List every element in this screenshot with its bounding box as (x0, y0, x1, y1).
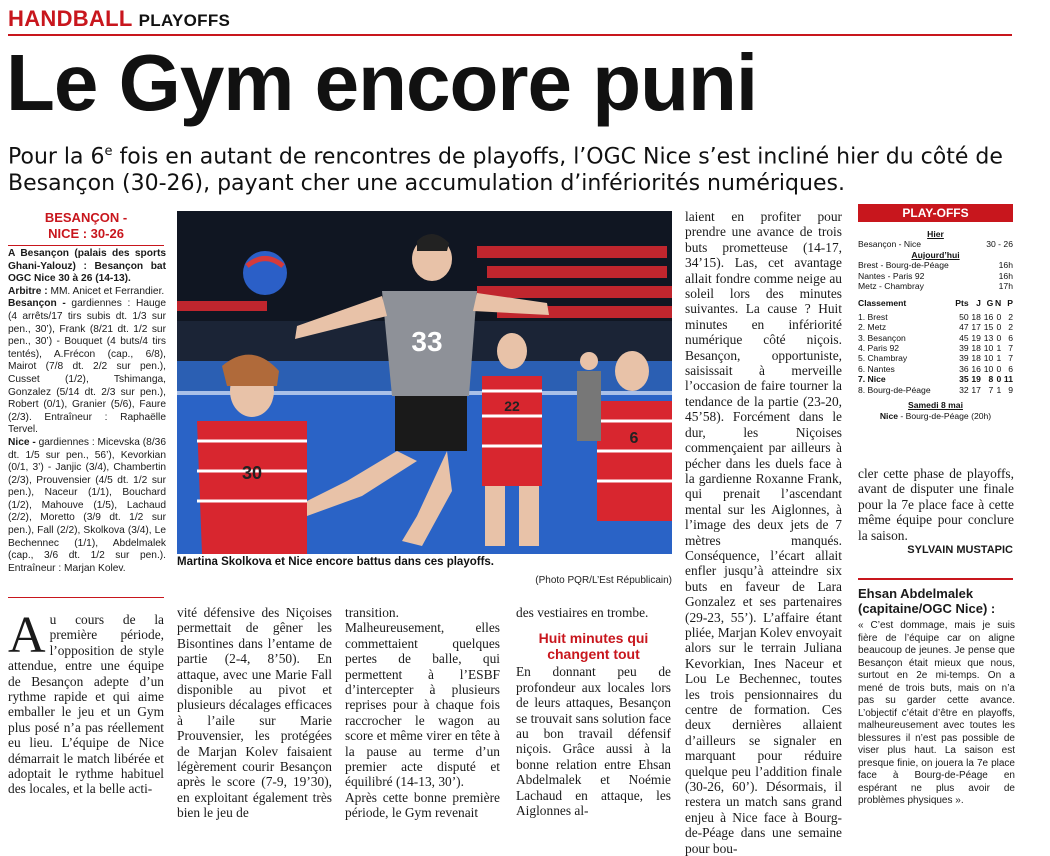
col1-text: u cours de la première période, l’opposition de style attendue, entre une équipe de Besançon adepte d’un rythme rapide et qui aime emballer le jeu et un Gym plus posé n’a pas réellement eu lieu. L’équipe de Nice démarrait le match libérée et adoptait le rythme habituel des locales, et la belle acti- (8, 612, 164, 797)
arbitre-label: Arbitre : (8, 285, 48, 297)
standings-g: 10 (983, 343, 994, 354)
standings-n: 0 (996, 374, 1002, 385)
chapo-sup: e (104, 144, 113, 159)
today-match: Nantes - Paris 92 (858, 270, 925, 281)
scorecard-bottom-rule (8, 597, 164, 598)
col4a-text: des vestiaires en trombe. (516, 605, 649, 620)
jersey-number-left: 30 (241, 463, 263, 483)
today-row (858, 260, 1013, 270)
standings-row (858, 312, 1013, 322)
standings-pts: 50 (959, 311, 969, 322)
besancon-label: Besançon - (8, 298, 66, 310)
article-photo (177, 211, 672, 554)
today-table (858, 260, 1013, 291)
arbitre-text: MM. Anicet et Ferrandier. (47, 285, 165, 297)
today-time: 16h (998, 270, 1013, 281)
next-home: Nice (879, 410, 898, 421)
kicker-sub: PLAYOFFS (138, 11, 231, 30)
standings-team: 3. Besançon (858, 332, 906, 343)
standings-g: 10 (983, 353, 994, 364)
standings-n: 1 (996, 353, 1002, 364)
standings-p: 7 (1008, 353, 1013, 364)
header-pts: Pts (955, 298, 969, 309)
chapo-part1: Pour la 6 (8, 144, 105, 170)
besancon-lineup: gardiennes : Hauge (4 arrêts/17 tirs subis dt. 1/3 sur pen., 30’), Frank (8/21 dt. 1/2 sur pen., 30’) - Bouquet (4 buts/4 tirs tentés), A.Frécon (cap., 6/8), Mairot (7/8 dt. 2/2 sur pen.), Cusset (1/2), Tshimanga, Gonzalez (5/14 dt. 2/3 sur pen.), Robert (0/1), Granier (5/6), Faure (2/3). Entraîneur : Raphaëlle Tervel. (8, 298, 166, 436)
hier-table (858, 239, 1013, 249)
header-n: N (995, 298, 1002, 309)
today-time: 16h (998, 260, 1013, 271)
standings-n: 0 (996, 332, 1002, 343)
standings-j: 17 (971, 384, 981, 395)
scorecard-rule (8, 245, 164, 246)
hier-label: Hier (927, 229, 944, 239)
next-match (858, 411, 1013, 421)
chapo (8, 138, 1018, 197)
scorecard-title-2: NICE : 30-26 (48, 226, 124, 241)
standings-row (858, 333, 1013, 343)
standings-g: 13 (983, 332, 994, 343)
standings-team: 2. Metz (858, 322, 887, 333)
standings-p: 9 (1008, 384, 1013, 395)
standings-pts: 47 (959, 322, 969, 333)
standings-header (858, 298, 1013, 308)
standings-team: 5. Chambray (858, 353, 908, 364)
standings-row (858, 322, 1013, 332)
standings-team: 7. Nice (858, 374, 886, 385)
scorecard-box (8, 248, 166, 575)
standings-g: 16 (983, 311, 994, 322)
col4-text: En donnant peu de profondeur aux locales lors de leurs attaques, Besançon se trouvait sans solution face au bon travail défensif niçois. Grâce aussi à la bonne relation entre Ehsan Abdelmalek et Noémie Lachaud en attaque, les Aiglonnes al- (516, 664, 671, 819)
signature: SYLVAIN MUSTAPIC (907, 544, 1013, 556)
nice-lineup: gardiennes : Micevska (8/36 dt. 1/5 sur pen., 56’), Kevorkian (0/1, 3’) - Janjic (3/4), Chambertin (2/3), Prouvensier (4/5 dt. 1/2 sur pen.), Naceur (1/1), Bouchard (1/2), Mahouve (1/5), Lachaud (2/2), Moretto (3/9 dt. 1/2 sur pen.), Fall (2/2), Skolkova (3/4), Le Bechennec (1/1), Abdelmalek (cap., 3/6 dt. 1/2 sur pen.). Entraîneur : Marjan Kolev. (8, 436, 166, 574)
jersey-number-right: 6 (629, 430, 639, 447)
next-label: Samedi 8 mai (908, 400, 963, 411)
jersey-number-main: 33 (411, 326, 443, 357)
hier-match: Besançon - Nice (858, 239, 922, 250)
standings-pts: 36 (959, 363, 969, 374)
standings-n: 0 (996, 363, 1002, 374)
photo-credit: (Photo PQR/L’Est Républicain) (535, 575, 672, 586)
quote-rule (858, 578, 1013, 580)
jersey-number-mid: 22 (504, 398, 520, 414)
col2-text: vité défensive des Niçoises permettait de gêner les Bisontines dans l’entame de partie (2-4, 8’50). En attaque, avec une Marie Fall disponible au pivot et plusieurs décalages efficaces à l’aile sur Marie Prouvensier, les protégées de Marjan Kolev faisaient légèrement courir Besançon après le score (7-9, 19’30), en exploitant également très bien le jeu de (177, 605, 332, 821)
nice-label: Nice - (8, 436, 36, 448)
col6-text: cler cette phase de playoffs, avant de disputer une finale pour la 7e place face à cette même équipe pour conclure la saison. (858, 466, 1014, 543)
standings-row (858, 364, 1013, 374)
standings-j: 18 (971, 311, 981, 322)
col5-text: laient en profiter pour prendre une avance de trois buts prometteuse (14-17, 34’15). Las, cet avantage allait fondre comme neige au soleil lors des minutes suivantes. La cause ? Huit minutes en infériorité numérique côté niçois. Besançon, opportuniste, saisissait à merveille l’occasion de faire tourner la tendance de la partie (23-20, 45’58). Forcément dans le dur, les Niçoises commençaient par ailleurs à pécher dans les duels face à la gardienne Roxanne Frank, qui prenait l’ascendant mental sur les Aiglonnes, à l’image des deux jets de 7 mètres manqués. Conséquence, l’écart allait enfler jusqu’à atteindre six buts en faveur de Lara Gonzalez et ses partenaires (29-23, 55’). L’affaire étant pliée, Marjan Kolev envoyait alors sur le terrain Juliana Kevorkian, Ines Naceur et Lou Le Bechennec, toutes les trois pensionnaires du centre de formation. Ces deux dernières allaient d’ailleurs se signaler en marquant pour réduire quelque peu l’addition finale (30-26, 60’). Désormais, il restera un match sans grand enjeu à Nice face à Bourg-de-Péage dans une semaine pour bou- (685, 209, 842, 856)
col3-text: transition. Malheureusement, elles commettaient quelques pertes de balle, qui permettent à l’ESBF d’intercepter à plusieurs reprises pour à chaque fois raccrocher le wagon au score et même virer en tête à la pause au terme d’un premier acte disputé et équilibré (14-13, 30’). (345, 605, 500, 790)
standings-n: 1 (996, 343, 1002, 354)
standings-p: 11 (1003, 374, 1013, 385)
standings-table (858, 298, 1013, 395)
today-match: Metz - Chambray (858, 281, 924, 292)
section-kicker (8, 6, 230, 32)
standings-j: 18 (971, 353, 981, 364)
kicker-main: HANDBALL (8, 6, 133, 31)
standings-team: 6. Nantes (858, 363, 895, 374)
standings-g: 7 (988, 384, 994, 395)
dropcap: A (8, 607, 46, 664)
col3b-text: Après cette bonne première période, le Gym revenait (345, 789, 500, 821)
standings-p: 2 (1008, 322, 1013, 333)
standings-pts: 32 (959, 384, 969, 395)
today-row (858, 271, 1013, 281)
today-label: Aujourd’hui (911, 249, 960, 260)
article-col-1 (8, 607, 164, 797)
header-g: G (986, 298, 994, 309)
standings-n: 0 (996, 311, 1002, 322)
article-col-5 (685, 209, 842, 856)
hier-score: 30 - 26 (986, 239, 1013, 250)
standings-p: 2 (1008, 311, 1013, 322)
chapo-part2: fois en autant de rencontres de playoffs, l’OGC Nice s’est incliné hier du côté de Besançon (30-26), payant cher une accumulation d’infériorités numériques. (8, 144, 1003, 197)
header-j: J (976, 298, 981, 309)
intertitle (516, 630, 671, 662)
playoffs-title: PLAY-OFFS (858, 204, 1013, 222)
intertitle-1: Huit minutes qui (538, 630, 649, 647)
headline: Le Gym encore puni (6, 38, 758, 127)
standings-row (858, 385, 1013, 395)
standings-p: 6 (1008, 363, 1013, 374)
article-col-4 (516, 605, 671, 818)
today-match: Brest - Bourg-de-Péage (858, 260, 949, 271)
header-p: P (1007, 298, 1013, 309)
scorecard-title-1: BESANÇON - (44, 210, 128, 225)
quote-text: « C’est dommage, mais je suis fière de l’équipe car on aligne beaucoup de jeunes. Je pense que Besançon était mieux que nous, surtout en 2e mi-temps. On a mené de trois buts, mais on n’a pas su garder cette avance. L’objectif c’était d’être en playoffs, malheureusement avec toutes les blessures il n’est pas possible de viser plus haut. La saison est presque finie, on jouera la 7e place face à Bourg-de-Péage en espérant ne plus avoir de problèmes physiques ». (858, 620, 1015, 806)
standings-j: 18 (971, 343, 981, 354)
next-rest: - Bourg-de-Péage (20h) (898, 410, 992, 421)
quote-name: Ehsan Abdelmalek (capitaine/OGC Nice) : (858, 586, 996, 616)
standings-j: 17 (971, 322, 981, 333)
article-col-3 (345, 605, 500, 821)
photo-illustration (177, 211, 672, 554)
standings-j: 19 (971, 374, 981, 385)
intertitle-2: changent tout (547, 646, 640, 663)
today-row (858, 281, 1013, 291)
standings-p: 6 (1008, 332, 1013, 343)
article-col-6 (858, 466, 1014, 543)
standings-team: 1. Brest (858, 311, 888, 322)
standings-row (858, 353, 1013, 363)
today-time: 17h (998, 281, 1013, 292)
standings-p: 7 (1008, 343, 1013, 354)
scorecard-title (6, 210, 166, 242)
standings-n: 1 (996, 384, 1002, 395)
standings-n: 0 (996, 322, 1002, 333)
article-col-2 (177, 605, 332, 821)
standings-g: 10 (983, 363, 994, 374)
standings-pts: 45 (959, 332, 969, 343)
standings-row (858, 343, 1013, 353)
standings-g: 15 (983, 322, 994, 333)
header-classement: Classement (858, 298, 907, 309)
standings-pts: 39 (959, 343, 969, 354)
standings-pts: 39 (959, 353, 969, 364)
standings-j: 16 (971, 363, 981, 374)
standings-team: 8. Bourg-de-Péage (858, 384, 931, 395)
standings-row (858, 374, 1013, 384)
kicker-rule (8, 34, 1012, 36)
standings-j: 19 (971, 332, 981, 343)
standings-team: 4. Paris 92 (858, 343, 900, 354)
photo-caption: Martina Skolkova et Nice encore battus dans ces playoffs. (177, 556, 494, 568)
scorecard-lead: A Besançon (palais des sports Ghani-Yalouz) : Besançon bat OGC Nice 30 à 26 (14-13). (8, 248, 166, 285)
playoffs-box (858, 229, 1013, 421)
standings-g: 8 (988, 374, 994, 385)
standings-pts: 35 (959, 374, 969, 385)
